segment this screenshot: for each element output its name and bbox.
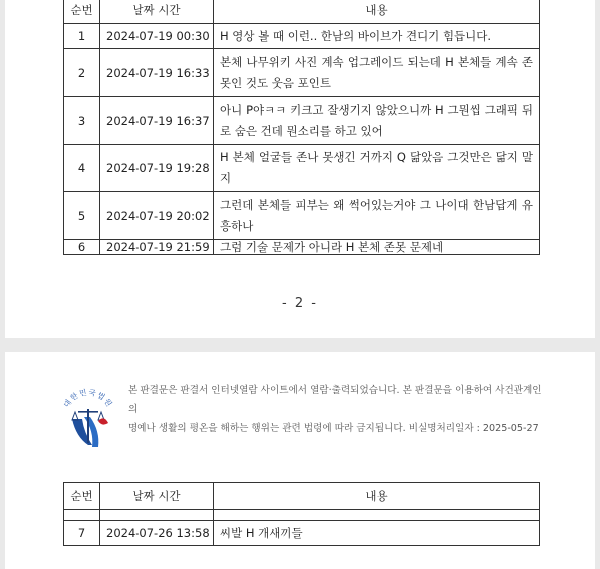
table-row: [64, 521, 540, 546]
row-num: 5: [64, 192, 100, 240]
row-date: 2024-07-19 19:28: [100, 145, 214, 192]
svg-text:대한민국법원: [61, 387, 115, 409]
table-row: [64, 145, 540, 192]
notice-line-2: 명예나 생활의 평온을 해하는 행위는 관련 법령에 따라 금지됩니다. 비실명처리일자 : 2025-05-27: [128, 423, 539, 434]
table-row: [64, 240, 540, 255]
court-seal-icon: [58, 387, 118, 449]
row-content: 그런데 본체들 피부는 왜 썩어있는거야 그 나이대 한남답게 유흥하나: [214, 192, 540, 240]
table-spacer-row: [64, 510, 540, 521]
row-date: 2024-07-19 16:33: [100, 49, 214, 97]
document-page-1: [5, 0, 595, 338]
row-content: 씨발 H 개새끼들: [214, 521, 540, 546]
table-row: [64, 24, 540, 49]
notice-line-1: 본 판결문은 판결서 인터넷열람 사이트에서 열람·출력되었습니다. 본 판결문을 이용하여 사건관계인의: [128, 385, 542, 415]
row-content: 본체 나무위키 사진 계속 업그레이드 되는데 H 본체들 계속 존못인 것도 웃음 포인트: [214, 49, 540, 97]
row-content: 아니 P야ㅋㅋ 키크고 잘생기지 않았으니까 H 그뭔씹 그래픽 뒤로 숨은 건데 뭔소리를 하고 있어: [214, 97, 540, 145]
table-row: [64, 192, 540, 240]
row-num: 4: [64, 145, 100, 192]
row-date: 2024-07-19 21:59: [100, 240, 214, 255]
table-row: [64, 49, 540, 97]
header-date: 날짜 시간: [100, 483, 214, 510]
page-number: - 2 -: [282, 296, 318, 311]
header-content: 내용: [214, 483, 540, 510]
row-date: 2024-07-19 00:30: [100, 24, 214, 49]
row-content: H 본체 얼굴들 존나 못생긴 거까지 Q 닮았음 그것만은 닮지 말지: [214, 145, 540, 192]
row-num: 2: [64, 49, 100, 97]
notice-text: [128, 381, 548, 438]
table-header-row: [64, 483, 540, 510]
row-num: 1: [64, 24, 100, 49]
header-date: 날짜 시간: [100, 0, 214, 24]
row-content: 그럼 기술 문제가 아니라 H 본체 존못 문제네: [214, 240, 540, 255]
row-num: 6: [64, 240, 100, 255]
message-table: [63, 0, 540, 255]
header-content: 내용: [214, 0, 540, 24]
row-num: 3: [64, 97, 100, 145]
row-date: 2024-07-26 13:58: [100, 521, 214, 546]
table-row: [64, 97, 540, 145]
row-num: 7: [64, 521, 100, 546]
row-content: H 영상 볼 때 이런.. 한남의 바이브가 견디기 힘듭니다.: [214, 24, 540, 49]
document-page-2: [5, 352, 595, 569]
row-date: 2024-07-19 20:02: [100, 192, 214, 240]
header-num: 순번: [64, 0, 100, 24]
table-header-row: [64, 0, 540, 24]
message-table-continued: [63, 482, 540, 546]
seal-text: 대한민국법원: [61, 387, 115, 410]
header-num: 순번: [64, 483, 100, 510]
row-date: 2024-07-19 16:37: [100, 97, 214, 145]
